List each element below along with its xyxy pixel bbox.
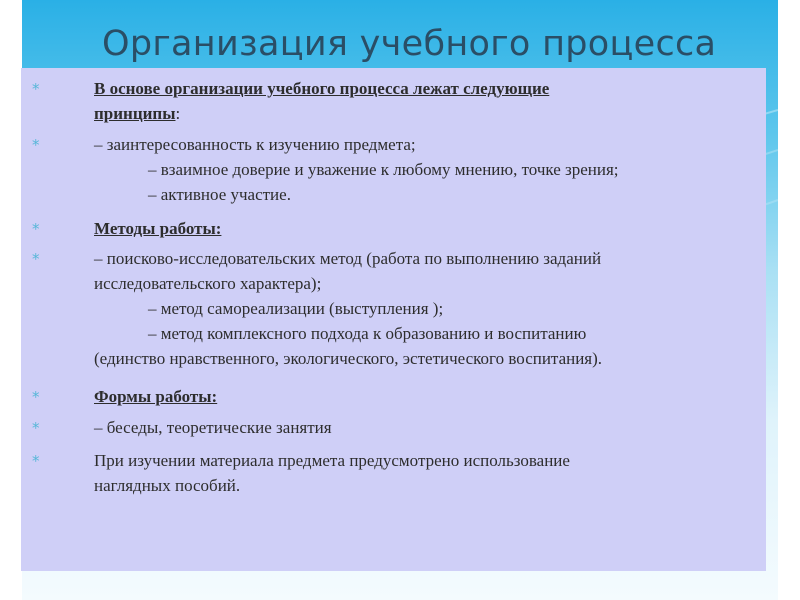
bullet-text [94, 415, 760, 440]
method-self-realization: – метод самореализации (выступления ); [148, 299, 444, 318]
visual-aids-line2: наглядных пособий. [94, 476, 241, 495]
asterisk-bullet-icon: * [32, 250, 40, 268]
principle-participation: – активное участие. [148, 185, 291, 204]
principles-heading-line1: В основе организации учебного процесса лежат следующие [94, 79, 550, 98]
method-complex-approach: – метод комплексного подхода к образованию и воспитанию [148, 324, 587, 343]
method-complex-approach-cont: (единство нравственного, экологического, эстетического воспитания). [94, 349, 603, 368]
bullet-text [94, 216, 760, 241]
asterisk-bullet-icon: * [32, 136, 40, 154]
form-conversations: – беседы, теоретические занятия [94, 418, 332, 437]
bullet-text [94, 132, 760, 207]
principles-heading-line2: принципы [94, 104, 176, 123]
bullet-text [94, 246, 760, 371]
methods-heading: Методы работы: [94, 219, 222, 238]
content-panel [21, 68, 766, 571]
bullet-text [94, 384, 760, 409]
asterisk-bullet-icon: * [32, 220, 40, 238]
method-research: – поисково-исследовательских метод (работа по выполнению заданий [94, 249, 602, 268]
bullet-text [94, 448, 760, 498]
principle-interest: – заинтересованность к изучению предмета; [94, 135, 416, 154]
asterisk-bullet-icon: * [32, 419, 40, 437]
principle-trust: – взаимное доверие и уважение к любому мнению, точке зрения; [148, 160, 619, 179]
asterisk-bullet-icon: * [32, 388, 40, 406]
method-research-cont: исследовательского характера); [94, 274, 322, 293]
asterisk-bullet-icon: * [32, 452, 40, 470]
bullet-text [94, 76, 760, 126]
principles-heading-colon: : [175, 104, 181, 123]
forms-heading: Формы работы: [94, 387, 218, 406]
asterisk-bullet-icon: * [32, 80, 40, 98]
visual-aids-line1: При изучении материала предмета предусмотрено использование [94, 451, 570, 470]
slide-title: Организация учебного процесса [102, 24, 717, 64]
